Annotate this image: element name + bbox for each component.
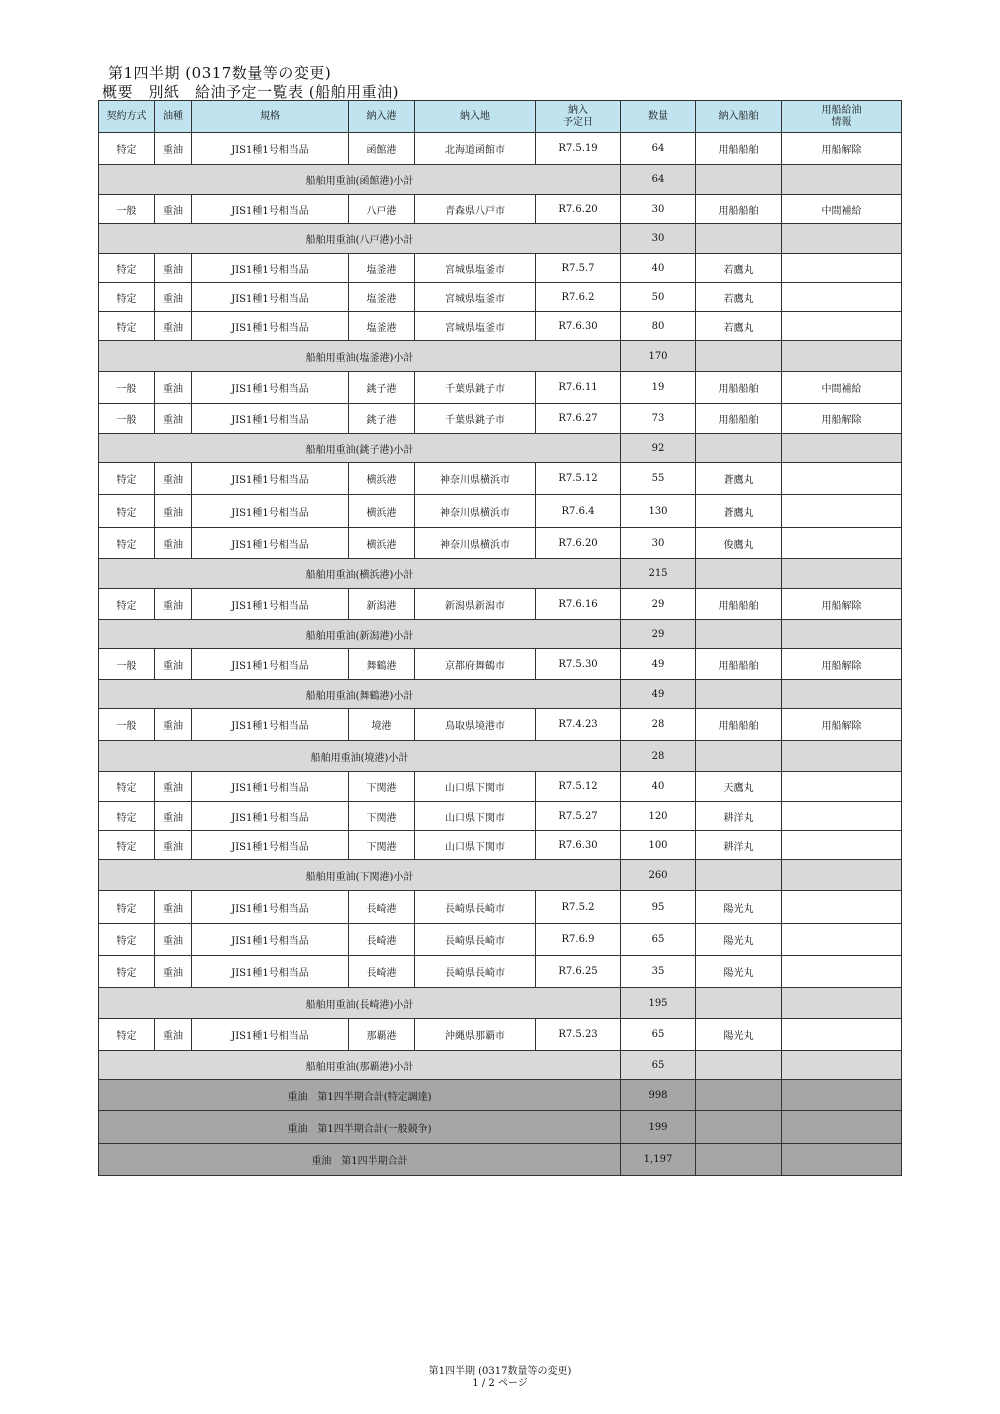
footer-title: 第1四半期 (0317数量等の変更) — [428, 1366, 572, 1377]
vessel-cell: 用船船舶 — [696, 709, 782, 741]
contract-type-cell: 特定 — [99, 1019, 155, 1051]
table-row — [99, 283, 902, 312]
vessel-cell: 耕洋丸 — [696, 802, 782, 831]
port-cell: 舞鶴港 — [349, 649, 415, 680]
port-cell: 那覇港 — [349, 1019, 415, 1051]
contract-type-cell: 特定 — [99, 831, 155, 860]
spec-cell: JIS1種1号相当品 — [192, 495, 349, 528]
spec-cell: JIS1種1号相当品 — [192, 404, 349, 434]
location-cell: 宮城県塩釜市 — [415, 312, 536, 341]
oil-type-cell: 重油 — [155, 956, 192, 988]
spec-cell: JIS1種1号相当品 — [192, 463, 349, 495]
subtotal-quantity: 260 — [621, 860, 696, 891]
oil-type-cell: 重油 — [155, 589, 192, 620]
quantity-cell: 100 — [621, 831, 696, 860]
spec-cell: JIS1種1号相当品 — [192, 589, 349, 620]
delivery-date-cell: R7.5.19 — [536, 133, 621, 165]
header-contract-type: 契約方式 — [99, 101, 155, 133]
table-row — [99, 891, 902, 924]
subtotal-row — [99, 224, 902, 254]
spec-cell: JIS1種1号相当品 — [192, 772, 349, 802]
oil-type-cell: 重油 — [155, 133, 192, 165]
table-row — [99, 463, 902, 495]
subtotal-quantity: 28 — [621, 741, 696, 772]
spec-cell: JIS1種1号相当品 — [192, 709, 349, 741]
vessel-cell: 天鷹丸 — [696, 772, 782, 802]
oil-type-cell: 重油 — [155, 312, 192, 341]
oil-type-cell: 重油 — [155, 404, 192, 434]
contract-type-cell: 特定 — [99, 891, 155, 924]
grand-total-quantity: 1,197 — [621, 1144, 696, 1176]
location-cell: 山口県下関市 — [415, 802, 536, 831]
grand-total-label: 重油 第1四半期合計(特定調達) — [99, 1080, 621, 1111]
subtotal-row — [99, 434, 902, 463]
port-cell: 下関港 — [349, 772, 415, 802]
contract-type-cell: 特定 — [99, 283, 155, 312]
contract-type-cell: 一般 — [99, 709, 155, 741]
empty-cell — [696, 620, 782, 649]
oil-type-cell: 重油 — [155, 283, 192, 312]
location-cell: 千葉県銚子市 — [415, 404, 536, 434]
table-header-row — [99, 101, 902, 133]
contract-type-cell: 特定 — [99, 528, 155, 559]
table-row — [99, 254, 902, 283]
subtotal-label: 船舶用重油(銚子港)小計 — [99, 434, 621, 463]
delivery-date-cell: R7.5.2 — [536, 891, 621, 924]
subtotal-quantity: 92 — [621, 434, 696, 463]
charter-info-cell — [782, 772, 902, 802]
vessel-cell: 俊鷹丸 — [696, 528, 782, 559]
empty-cell — [696, 680, 782, 709]
charter-info-cell — [782, 802, 902, 831]
subtotal-label: 船舶用重油(八戸港)小計 — [99, 224, 621, 254]
empty-cell — [782, 1051, 902, 1080]
empty-cell — [696, 1111, 782, 1144]
charter-info-cell — [782, 254, 902, 283]
subtotal-row — [99, 559, 902, 589]
port-cell: 塩釜港 — [349, 312, 415, 341]
oil-type-cell: 重油 — [155, 924, 192, 956]
charter-info-cell — [782, 924, 902, 956]
charter-info-cell — [782, 312, 902, 341]
quantity-cell: 30 — [621, 528, 696, 559]
quantity-cell: 73 — [621, 404, 696, 434]
subtotal-row — [99, 988, 902, 1019]
spec-cell: JIS1種1号相当品 — [192, 528, 349, 559]
spec-cell: JIS1種1号相当品 — [192, 254, 349, 283]
delivery-date-cell: R7.5.30 — [536, 649, 621, 680]
table-row — [99, 312, 902, 341]
location-cell: 長崎県長崎市 — [415, 891, 536, 924]
location-cell: 神奈川県横浜市 — [415, 463, 536, 495]
subtotal-row — [99, 341, 902, 372]
subtotal-quantity: 65 — [621, 1051, 696, 1080]
subtotal-quantity: 170 — [621, 341, 696, 372]
location-cell: 千葉県銚子市 — [415, 372, 536, 404]
charter-info-cell — [782, 528, 902, 559]
spec-cell: JIS1種1号相当品 — [192, 372, 349, 404]
table-row — [99, 831, 902, 860]
charter-info-cell — [782, 831, 902, 860]
subtotal-quantity: 195 — [621, 988, 696, 1019]
header-port: 納入港 — [349, 101, 415, 133]
header-location: 納入地 — [415, 101, 536, 133]
empty-cell — [782, 860, 902, 891]
empty-cell — [696, 988, 782, 1019]
contract-type-cell: 一般 — [99, 649, 155, 680]
charter-info-cell: 用船解除 — [782, 404, 902, 434]
spec-cell: JIS1種1号相当品 — [192, 891, 349, 924]
quantity-cell: 49 — [621, 649, 696, 680]
contract-type-cell: 特定 — [99, 802, 155, 831]
vessel-cell: 若鷹丸 — [696, 254, 782, 283]
subtotal-quantity: 215 — [621, 559, 696, 589]
header-delivery-date: 納入 予定日 — [536, 101, 621, 133]
spec-cell: JIS1種1号相当品 — [192, 802, 349, 831]
subtotal-quantity: 49 — [621, 680, 696, 709]
subtotal-row — [99, 165, 902, 195]
port-cell: 塩釜港 — [349, 283, 415, 312]
empty-cell — [782, 224, 902, 254]
subtotal-quantity: 30 — [621, 224, 696, 254]
oil-type-cell: 重油 — [155, 1019, 192, 1051]
vessel-cell: 陽光丸 — [696, 891, 782, 924]
location-cell: 神奈川県横浜市 — [415, 495, 536, 528]
grand-total-row — [99, 1080, 902, 1111]
empty-cell — [696, 434, 782, 463]
table-row — [99, 495, 902, 528]
spec-cell: JIS1種1号相当品 — [192, 283, 349, 312]
delivery-date-cell: R7.6.30 — [536, 312, 621, 341]
header-charter-info: 用船給油 情報 — [782, 101, 902, 133]
table-row — [99, 709, 902, 741]
delivery-date-cell: R7.4.23 — [536, 709, 621, 741]
port-cell: 銚子港 — [349, 404, 415, 434]
empty-cell — [782, 559, 902, 589]
quantity-cell: 40 — [621, 772, 696, 802]
contract-type-cell: 特定 — [99, 312, 155, 341]
empty-cell — [782, 988, 902, 1019]
location-cell: 鳥取県境港市 — [415, 709, 536, 741]
vessel-cell: 陽光丸 — [696, 1019, 782, 1051]
empty-cell — [696, 341, 782, 372]
quantity-cell: 40 — [621, 254, 696, 283]
quantity-cell: 55 — [621, 463, 696, 495]
charter-info-cell — [782, 495, 902, 528]
empty-cell — [782, 165, 902, 195]
spec-cell: JIS1種1号相当品 — [192, 312, 349, 341]
document-subtitle: 概要 別紙 給油予定一覧表 (船舶用重油) — [102, 83, 399, 101]
port-cell: 塩釜港 — [349, 254, 415, 283]
empty-cell — [696, 224, 782, 254]
location-cell: 宮城県塩釜市 — [415, 283, 536, 312]
port-cell: 長崎港 — [349, 924, 415, 956]
location-cell: 長崎県長崎市 — [415, 924, 536, 956]
port-cell: 下関港 — [349, 831, 415, 860]
contract-type-cell: 一般 — [99, 372, 155, 404]
delivery-date-cell: R7.5.7 — [536, 254, 621, 283]
quantity-cell: 65 — [621, 924, 696, 956]
quantity-cell: 19 — [621, 372, 696, 404]
contract-type-cell: 特定 — [99, 956, 155, 988]
table-row — [99, 802, 902, 831]
header-vessel: 納入船舶 — [696, 101, 782, 133]
spec-cell: JIS1種1号相当品 — [192, 649, 349, 680]
empty-cell — [782, 1144, 902, 1176]
subtotal-row — [99, 860, 902, 891]
oil-type-cell: 重油 — [155, 772, 192, 802]
port-cell: 八戸港 — [349, 195, 415, 224]
spec-cell: JIS1種1号相当品 — [192, 1019, 349, 1051]
port-cell: 函館港 — [349, 133, 415, 165]
port-cell: 下関港 — [349, 802, 415, 831]
oil-type-cell: 重油 — [155, 891, 192, 924]
vessel-cell: 陽光丸 — [696, 956, 782, 988]
quantity-cell: 65 — [621, 1019, 696, 1051]
grand-total-label: 重油 第1四半期合計(一般競争) — [99, 1111, 621, 1144]
fuel-schedule-table — [98, 100, 902, 1176]
oil-type-cell: 重油 — [155, 254, 192, 283]
subtotal-row — [99, 741, 902, 772]
empty-cell — [782, 341, 902, 372]
spec-cell: JIS1種1号相当品 — [192, 195, 349, 224]
empty-cell — [696, 860, 782, 891]
location-cell: 京都府舞鶴市 — [415, 649, 536, 680]
oil-type-cell: 重油 — [155, 709, 192, 741]
spec-cell: JIS1種1号相当品 — [192, 924, 349, 956]
oil-type-cell: 重油 — [155, 372, 192, 404]
charter-info-cell: 中間補給 — [782, 372, 902, 404]
delivery-date-cell: R7.6.11 — [536, 372, 621, 404]
subtotal-row — [99, 620, 902, 649]
contract-type-cell: 一般 — [99, 195, 155, 224]
delivery-date-cell: R7.6.4 — [536, 495, 621, 528]
spec-cell: JIS1種1号相当品 — [192, 831, 349, 860]
port-cell: 横浜港 — [349, 528, 415, 559]
subtotal-label: 船舶用重油(函館港)小計 — [99, 165, 621, 195]
table-row — [99, 649, 902, 680]
quantity-cell: 64 — [621, 133, 696, 165]
grand-total-row — [99, 1111, 902, 1144]
table-row — [99, 589, 902, 620]
vessel-cell: 若鷹丸 — [696, 283, 782, 312]
subtotal-label: 船舶用重油(境港)小計 — [99, 741, 621, 772]
empty-cell — [696, 1144, 782, 1176]
quantity-cell: 130 — [621, 495, 696, 528]
delivery-date-cell: R7.5.12 — [536, 772, 621, 802]
subtotal-row — [99, 1051, 902, 1080]
vessel-cell: 陽光丸 — [696, 924, 782, 956]
quantity-cell: 29 — [621, 589, 696, 620]
empty-cell — [696, 741, 782, 772]
delivery-date-cell: R7.6.27 — [536, 404, 621, 434]
quantity-cell: 50 — [621, 283, 696, 312]
location-cell: 沖縄県那覇市 — [415, 1019, 536, 1051]
location-cell: 宮城県塩釜市 — [415, 254, 536, 283]
empty-cell — [782, 1111, 902, 1144]
oil-type-cell: 重油 — [155, 528, 192, 559]
delivery-date-cell: R7.6.20 — [536, 195, 621, 224]
subtotal-label: 船舶用重油(塩釜港)小計 — [99, 341, 621, 372]
quantity-cell: 30 — [621, 195, 696, 224]
vessel-cell: 用船船舶 — [696, 133, 782, 165]
subtotal-label: 船舶用重油(舞鶴港)小計 — [99, 680, 621, 709]
subtotal-label: 船舶用重油(那覇港)小計 — [99, 1051, 621, 1080]
grand-total-row — [99, 1144, 902, 1176]
empty-cell — [782, 680, 902, 709]
subtotal-label: 船舶用重油(新潟港)小計 — [99, 620, 621, 649]
subtotal-quantity: 64 — [621, 165, 696, 195]
grand-total-quantity: 998 — [621, 1080, 696, 1111]
oil-type-cell: 重油 — [155, 831, 192, 860]
header-oil-type: 油種 — [155, 101, 192, 133]
charter-info-cell — [782, 283, 902, 312]
table-row — [99, 404, 902, 434]
contract-type-cell: 特定 — [99, 495, 155, 528]
quantity-cell: 95 — [621, 891, 696, 924]
subtotal-label: 船舶用重油(下関港)小計 — [99, 860, 621, 891]
charter-info-cell — [782, 463, 902, 495]
empty-cell — [696, 559, 782, 589]
vessel-cell: 用船船舶 — [696, 404, 782, 434]
vessel-cell: 蒼鷹丸 — [696, 463, 782, 495]
delivery-date-cell: R7.6.30 — [536, 831, 621, 860]
location-cell: 神奈川県横浜市 — [415, 528, 536, 559]
charter-info-cell: 用船解除 — [782, 709, 902, 741]
delivery-date-cell: R7.6.20 — [536, 528, 621, 559]
table-row — [99, 924, 902, 956]
port-cell: 横浜港 — [349, 495, 415, 528]
location-cell: 山口県下関市 — [415, 831, 536, 860]
vessel-cell: 用船船舶 — [696, 649, 782, 680]
contract-type-cell: 特定 — [99, 589, 155, 620]
delivery-date-cell: R7.6.9 — [536, 924, 621, 956]
delivery-date-cell: R7.6.25 — [536, 956, 621, 988]
table-row — [99, 372, 902, 404]
subtotal-quantity: 29 — [621, 620, 696, 649]
contract-type-cell: 一般 — [99, 404, 155, 434]
vessel-cell: 用船船舶 — [696, 195, 782, 224]
quantity-cell: 28 — [621, 709, 696, 741]
contract-type-cell: 特定 — [99, 254, 155, 283]
oil-type-cell: 重油 — [155, 195, 192, 224]
delivery-date-cell: R7.5.23 — [536, 1019, 621, 1051]
oil-type-cell: 重油 — [155, 463, 192, 495]
port-cell: 銚子港 — [349, 372, 415, 404]
table-row — [99, 195, 902, 224]
subtotal-row — [99, 680, 902, 709]
charter-info-cell: 用船解除 — [782, 589, 902, 620]
spec-cell: JIS1種1号相当品 — [192, 956, 349, 988]
vessel-cell: 用船船舶 — [696, 589, 782, 620]
grand-total-label: 重油 第1四半期合計 — [99, 1144, 621, 1176]
table-row — [99, 528, 902, 559]
empty-cell — [782, 741, 902, 772]
location-cell: 新潟県新潟市 — [415, 589, 536, 620]
table-row — [99, 956, 902, 988]
charter-info-cell: 用船解除 — [782, 649, 902, 680]
contract-type-cell: 特定 — [99, 463, 155, 495]
table-row — [99, 772, 902, 802]
contract-type-cell: 特定 — [99, 133, 155, 165]
location-cell: 北海道函館市 — [415, 133, 536, 165]
header-quantity: 数量 — [621, 101, 696, 133]
quantity-cell: 35 — [621, 956, 696, 988]
oil-type-cell: 重油 — [155, 649, 192, 680]
charter-info-cell — [782, 1019, 902, 1051]
quantity-cell: 120 — [621, 802, 696, 831]
spec-cell: JIS1種1号相当品 — [192, 133, 349, 165]
page-number: 1 / 2 ページ — [472, 1378, 528, 1389]
subtotal-label: 船舶用重油(横浜港)小計 — [99, 559, 621, 589]
subtotal-label: 船舶用重油(長崎港)小計 — [99, 988, 621, 1019]
location-cell: 長崎県長崎市 — [415, 956, 536, 988]
oil-type-cell: 重油 — [155, 802, 192, 831]
charter-info-cell: 用船解除 — [782, 133, 902, 165]
delivery-date-cell: R7.5.12 — [536, 463, 621, 495]
port-cell: 新潟港 — [349, 589, 415, 620]
document-title: 第1四半期 (0317数量等の変更) — [108, 64, 332, 82]
vessel-cell: 蒼鷹丸 — [696, 495, 782, 528]
empty-cell — [782, 1080, 902, 1111]
delivery-date-cell: R7.5.27 — [536, 802, 621, 831]
charter-info-cell — [782, 956, 902, 988]
empty-cell — [696, 1080, 782, 1111]
header-spec: 規格 — [192, 101, 349, 133]
vessel-cell: 耕洋丸 — [696, 831, 782, 860]
charter-info-cell — [782, 891, 902, 924]
delivery-date-cell: R7.6.16 — [536, 589, 621, 620]
empty-cell — [782, 434, 902, 463]
vessel-cell: 用船船舶 — [696, 372, 782, 404]
port-cell: 長崎港 — [349, 891, 415, 924]
port-cell: 長崎港 — [349, 956, 415, 988]
contract-type-cell: 特定 — [99, 772, 155, 802]
quantity-cell: 80 — [621, 312, 696, 341]
grand-total-quantity: 199 — [621, 1111, 696, 1144]
delivery-date-cell: R7.6.2 — [536, 283, 621, 312]
table-row — [99, 133, 902, 165]
page-footer — [0, 1366, 1000, 1390]
vessel-cell: 若鷹丸 — [696, 312, 782, 341]
empty-cell — [696, 1051, 782, 1080]
oil-type-cell: 重油 — [155, 495, 192, 528]
empty-cell — [782, 620, 902, 649]
table-row — [99, 1019, 902, 1051]
port-cell: 境港 — [349, 709, 415, 741]
location-cell: 山口県下関市 — [415, 772, 536, 802]
contract-type-cell: 特定 — [99, 924, 155, 956]
port-cell: 横浜港 — [349, 463, 415, 495]
location-cell: 青森県八戸市 — [415, 195, 536, 224]
charter-info-cell: 中間補給 — [782, 195, 902, 224]
empty-cell — [696, 165, 782, 195]
